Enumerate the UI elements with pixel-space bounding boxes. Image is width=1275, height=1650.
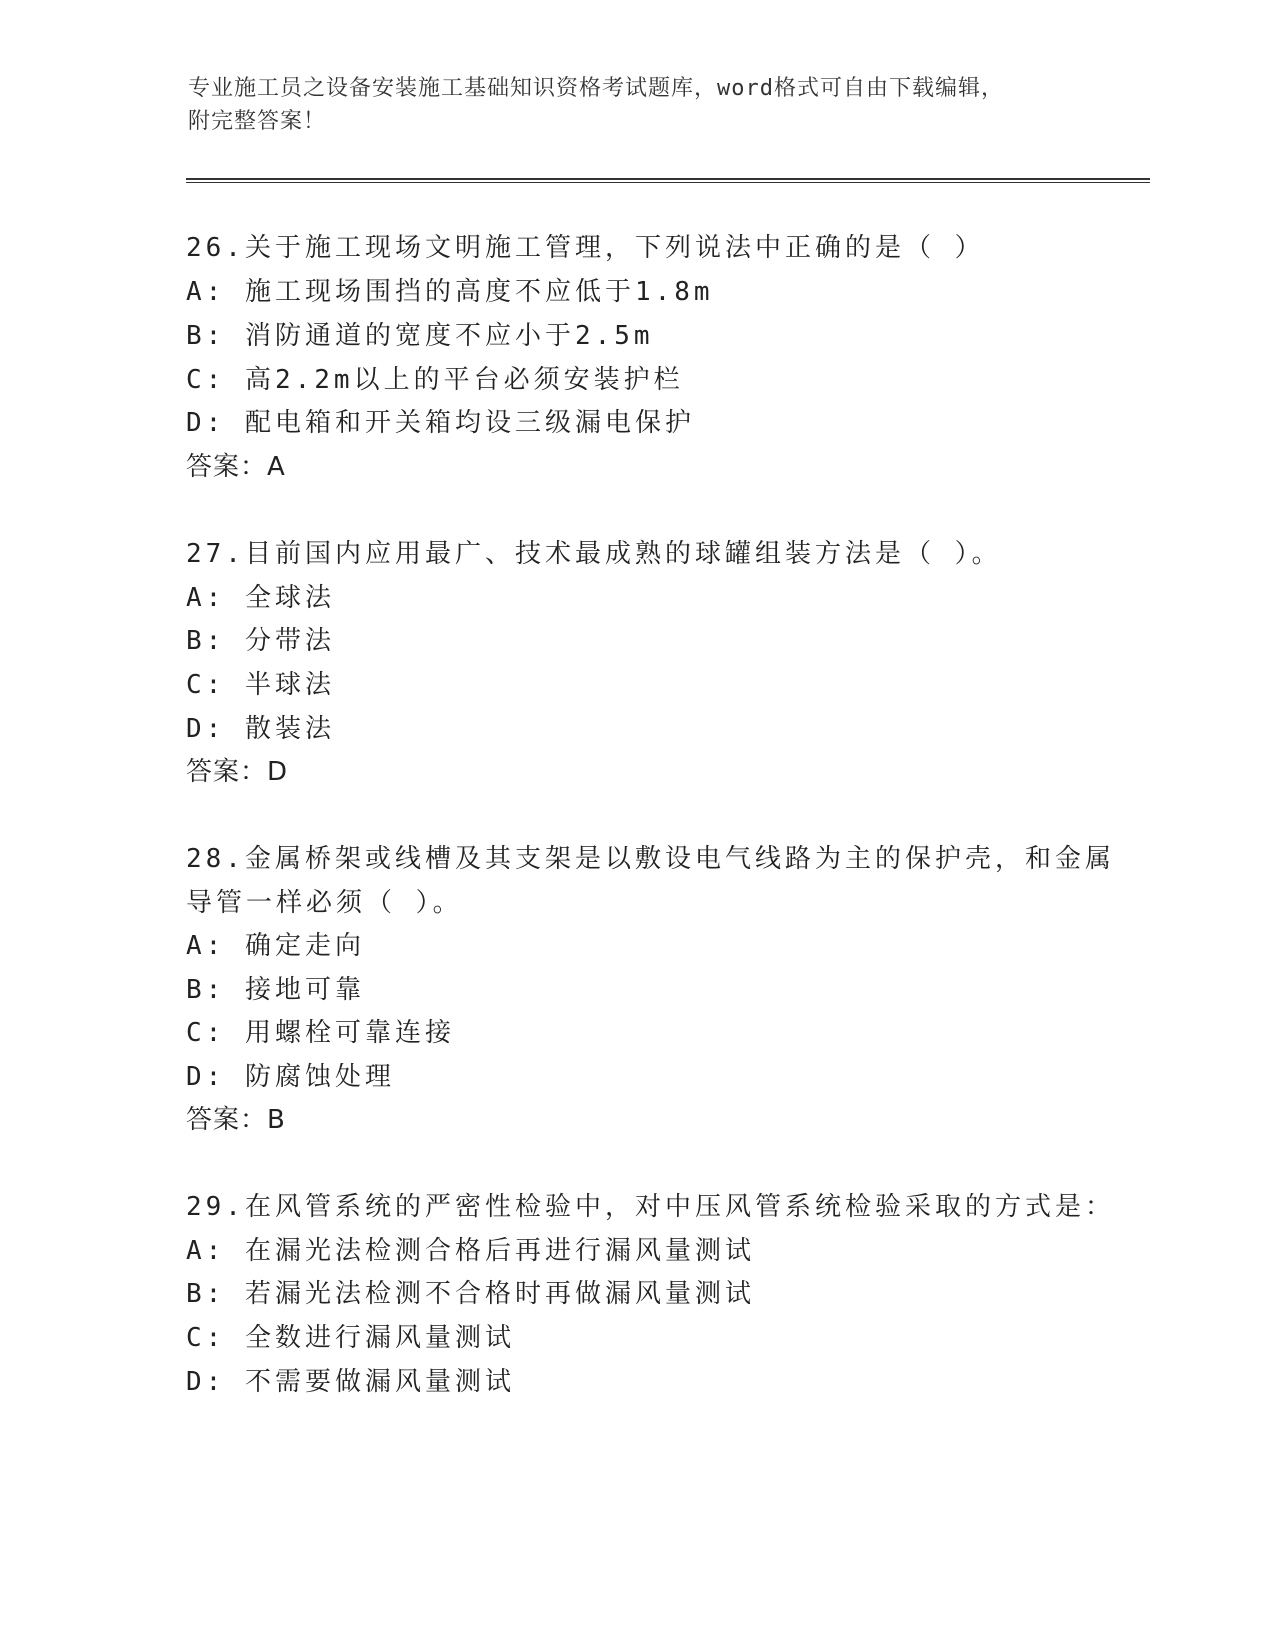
document-header	[188, 72, 1088, 138]
header-divider-thin	[186, 182, 1150, 183]
question-27-option-d: D: 散装法	[186, 714, 335, 744]
question-29-option-c: C: 全数进行漏风量测试	[186, 1323, 515, 1353]
question-28-option-d: D: 防腐蚀处理	[186, 1062, 395, 1092]
question-28-answer: 答案：B	[186, 1105, 286, 1135]
question-29-option-b: B: 若漏光法检测不合格时再做漏风量测试	[186, 1279, 755, 1309]
question-27-option-c: C: 半球法	[186, 670, 335, 700]
header-divider-thick	[186, 178, 1150, 180]
question-28-option-a: A: 确定走向	[186, 931, 365, 961]
question-26-option-c: C: 高2.2m以上的平台必须安装护栏	[186, 365, 684, 395]
question-29-option-a: A: 在漏光法检测合格后再进行漏风量测试	[186, 1236, 755, 1266]
question-27-answer: 答案：D	[186, 757, 289, 787]
question-27-stem: 27.目前国内应用最广、技术最成熟的球罐组装方法是（ ）。	[186, 539, 1002, 569]
question-28-stem-line-1: 28.金属桥架或线槽及其支架是以敷设电气线路为主的保护壳，和金属	[186, 844, 1115, 874]
question-27-option-b: B: 分带法	[186, 626, 335, 656]
question-27-option-a: A: 全球法	[186, 583, 335, 613]
question-26-answer: 答案：A	[186, 452, 286, 482]
question-29-option-d: D: 不需要做漏风量测试	[186, 1367, 515, 1397]
question-29-stem: 29.在风管系统的严密性检验中，对中压风管系统检验采取的方式是：	[186, 1192, 1115, 1222]
header-line-1: 专业施工员之设备安装施工基础知识资格考试题库，word格式可自由下载编辑，	[188, 76, 1004, 101]
question-28-option-c: C: 用螺栓可靠连接	[186, 1018, 455, 1048]
question-28-stem-line-2: 导管一样必须（ ）。	[186, 888, 463, 918]
question-26-option-d: D: 配电箱和开关箱均设三级漏电保护	[186, 408, 695, 438]
header-line-2: 附完整答案！	[188, 109, 327, 134]
question-28-option-b: B: 接地可靠	[186, 975, 365, 1005]
question-26-option-b: B: 消防通道的宽度不应小于2.5m	[186, 321, 654, 351]
question-26-option-a: A: 施工现场围挡的高度不应低于1.8m	[186, 277, 714, 307]
question-26-stem: 26.关于施工现场文明施工管理，下列说法中正确的是（ ）	[186, 233, 985, 263]
